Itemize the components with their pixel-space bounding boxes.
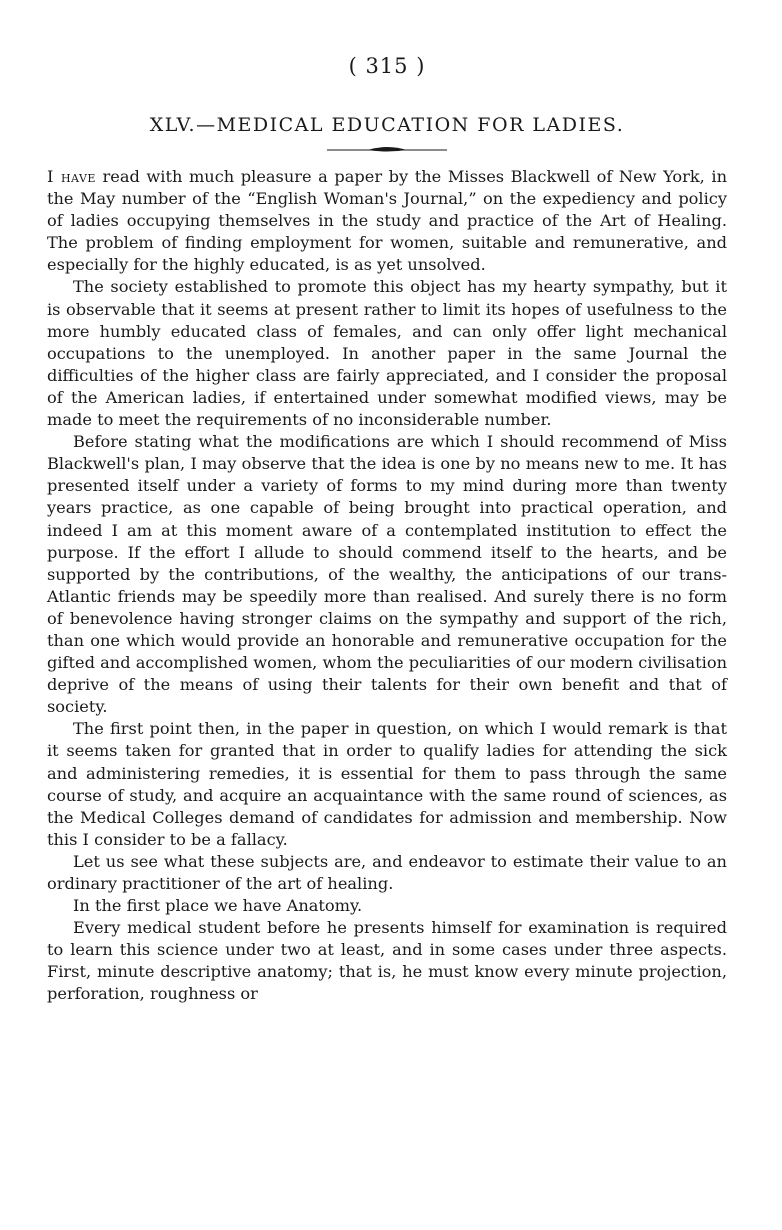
paragraph-1: [47, 166, 727, 276]
paragraph-5: Let us see what these subjects are, and endeavor to estimate their value to an ordinary practitioner of the art of healing.: [47, 851, 727, 893]
ornament-divider-icon: [327, 144, 447, 154]
paragraph-7: Every medical student before he presents himself for examination is required to learn this science under two at least, and in some cases under three aspects. First, minute descriptive anatomy; that is, he must know every minute projection, perforation, roughness or: [47, 918, 727, 1004]
paragraph-3: Before stating what the modifications are which I should recommend of Miss Blackwell's plan, I may observe that the idea is one by no means new to me. It has presented itself under a variety of forms to my mind during more than twenty years practice, as one capable of being brought into practical operation, and indeed I am at this moment aware of a contemplated institution to effect the purpose. If the effort I allude to should commend itself to the hearts, and be supported by the contributions, of the wealthy, the anticipations of our trans-Atlantic friends may be speedily more than realised. And surely there is no form of benevolence having stronger claims on the sympathy and support of the rich, than one which would provide an honorable and remunerative occupation for the gifted and accomplished women, whom the peculiarities of our modern civilisation deprive of the means of using their talents for their own benefit and that of society.: [47, 432, 727, 717]
paragraph-4: The first point then, in the paper in question, on which I would remark is that it seems taken for granted that in order to qualify ladies for attending the sick and administering remedies, it is essential for them to pass through the same course of study, and acquire an acquaintance with the same round of sciences, as the Medical Colleges demand of candidates for admission and membership. Now this I consider to be a fallacy.: [47, 719, 727, 849]
document-page: [47, 54, 727, 1006]
page-number: ( 315 ): [348, 54, 426, 78]
paragraph-1-text: read with much pleasure a paper by the Misses Blackwell of New York, in the May number of the “English Woman's Journal,” on the expediency and policy of ladies occupying themselves in the study and practice of the Art of Healing. The problem of finding employment for women, suitable and remunerative, and especially for the highly educated, is as yet unsolved.: [47, 167, 727, 275]
article-title: XLV.—MEDICAL EDUCATION FOR LADIES.: [149, 114, 625, 136]
opening-word: I have: [47, 167, 96, 186]
paragraph-2: The society established to promote this object has my hearty sympathy, but it is observable that it seems at present rather to limit its hopes of usefulness to the more humbly educated class of females, and can only offer light mechanical occupations to the unemployed. In another paper in the same Journal the difficulties of the higher class are fairly appreciated, and I consider the proposal of the American ladies, if entertained under somewhat modified views, may be made to meet the requirements of no inconsiderable number.: [47, 277, 727, 430]
paragraph-6: In the first place we have Anatomy.: [73, 896, 363, 916]
